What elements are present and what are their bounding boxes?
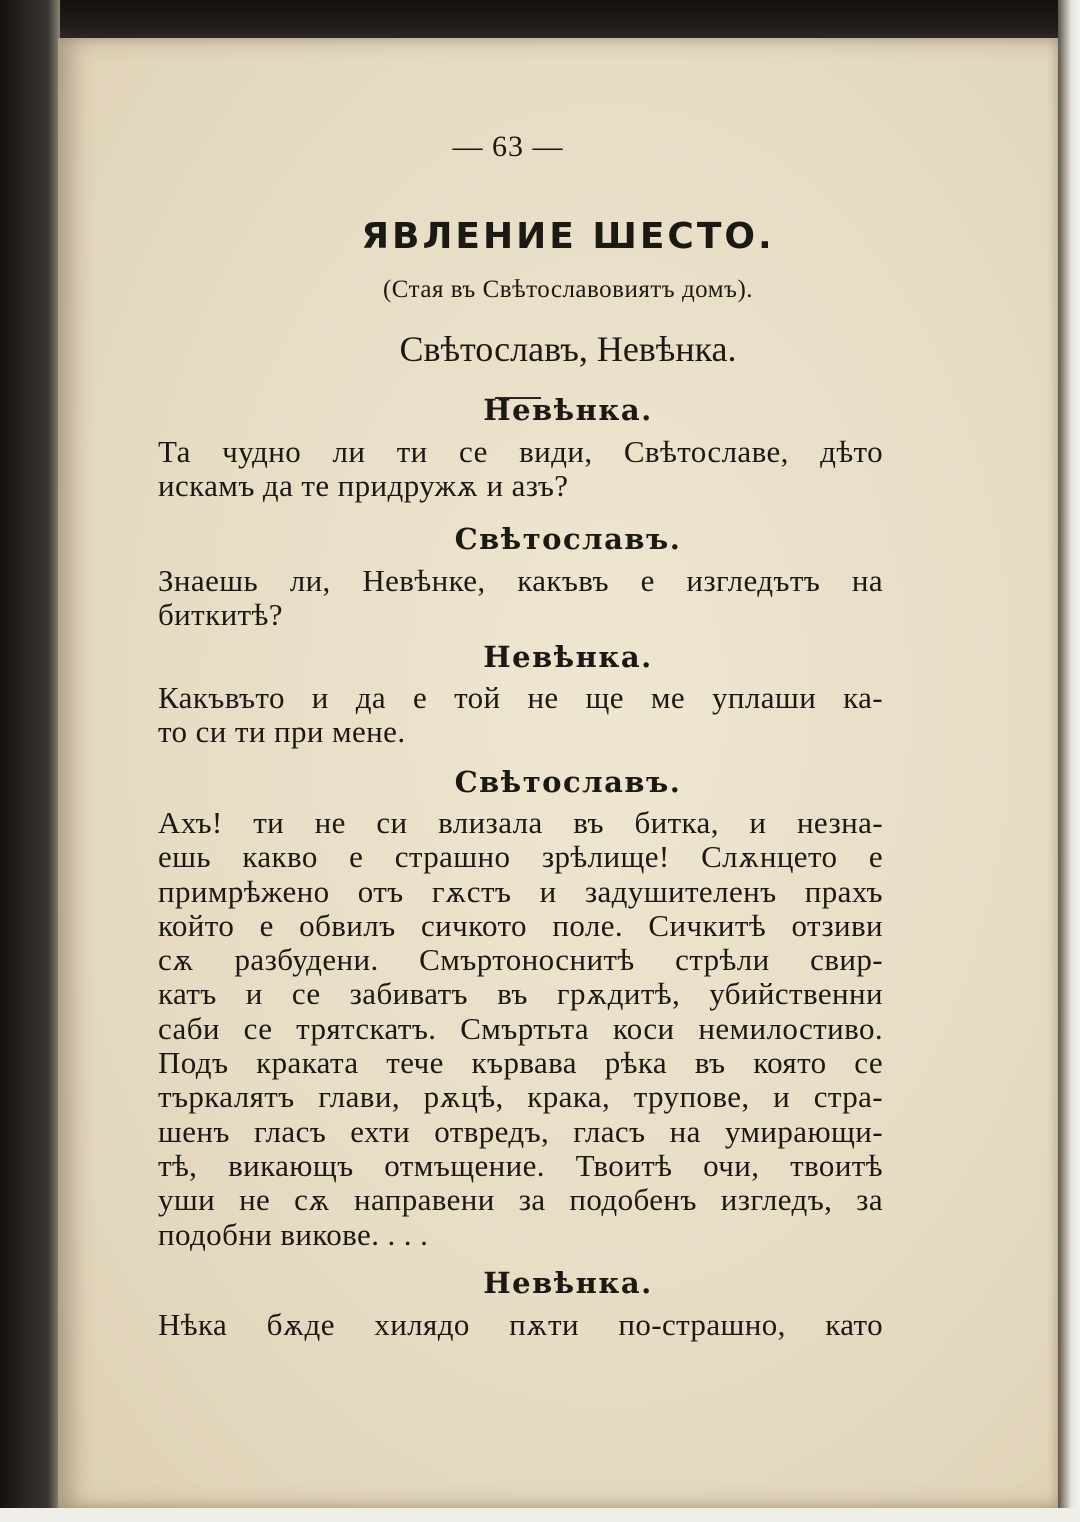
speech-line: то си ти при мене. xyxy=(158,714,406,750)
speaker-name: Невѣнка. xyxy=(483,1266,653,1300)
speech-line: Та чудно ли ти се види, Свѣтославе, дѣто xyxy=(158,434,883,469)
speech-line: Ахъ! ти не си влизала въ битка, и незна- xyxy=(158,805,883,840)
page-number: — 63 — xyxy=(452,130,564,163)
scan-top-shadow xyxy=(0,0,1080,40)
speech-line: който е обвилъ сичкото поле. Сичкитѣ отзиви xyxy=(158,907,883,943)
speech-line: Какъвъто и да е той не ще ме уплаши ка- xyxy=(158,680,883,715)
book-binding xyxy=(0,0,60,1522)
speech-line: катъ и се забиватъ въ грѫдитѣ, убийственни xyxy=(158,976,883,1012)
speaker-name: Свѣтославъ. xyxy=(454,765,682,799)
page-edge-right xyxy=(1058,0,1080,1522)
speech-line: Знаешь ли, Невѣнке, какъвъ е изгледътъ на xyxy=(158,563,883,598)
speaker-name: Невѣнка. xyxy=(483,640,653,674)
speech-block xyxy=(158,681,883,750)
scene-setting: (Стая въ Свѣтославовиятъ домъ). xyxy=(382,276,754,303)
scene-characters: Свѣтославъ, Невѣнка. xyxy=(399,329,737,369)
speech-block xyxy=(158,435,883,504)
page-edge-bottom xyxy=(0,1508,1080,1522)
speech-block xyxy=(158,564,883,633)
speech-line: подобни викове. . . . xyxy=(158,1216,429,1252)
speech-line: търкалятъ глави, рѫцѣ, крака, трупове, и стра- xyxy=(158,1079,883,1115)
speech-line: шенъ гласъ ехти отвредъ, гласъ на умирающи- xyxy=(158,1113,883,1149)
speech-block xyxy=(158,1308,883,1342)
speech-line: Подъ краката тече кървава рѣка въ която се xyxy=(158,1045,883,1081)
speech-block xyxy=(158,806,883,1252)
speech-line: сѫ разбудени. Смъртоноснитѣ стрѣли свир- xyxy=(158,942,883,978)
speech-line: примрѣжено отъ гѫстъ и задушителенъ прахъ xyxy=(158,873,883,909)
speaker-name: Невѣнка. xyxy=(483,393,653,427)
speech-line: уши не сѫ направени за подобенъ изгледъ, за xyxy=(158,1182,883,1218)
speech-line: тѣ, викающъ отмъщение. Твоитѣ очи, твоитѣ xyxy=(158,1147,883,1183)
speech-line: биткитѣ? xyxy=(158,597,283,633)
speech-line: искамъ да те придружѫ и азъ? xyxy=(158,468,569,504)
scene-title: ЯВЛЕНИЕ ШЕСТО. xyxy=(361,216,775,257)
speech-line: ешь какво е страшно зрѣлище! Слѫнцето е xyxy=(158,839,883,875)
paper-page xyxy=(58,38,1058,1508)
speech-line: Нѣка бѫде хилядо пѫти по-страшно, като xyxy=(158,1307,883,1342)
speaker-name: Свѣтославъ. xyxy=(454,522,682,556)
speech-line: саби се трятскатъ. Смъртьта коси немилостиво. xyxy=(158,1010,883,1046)
